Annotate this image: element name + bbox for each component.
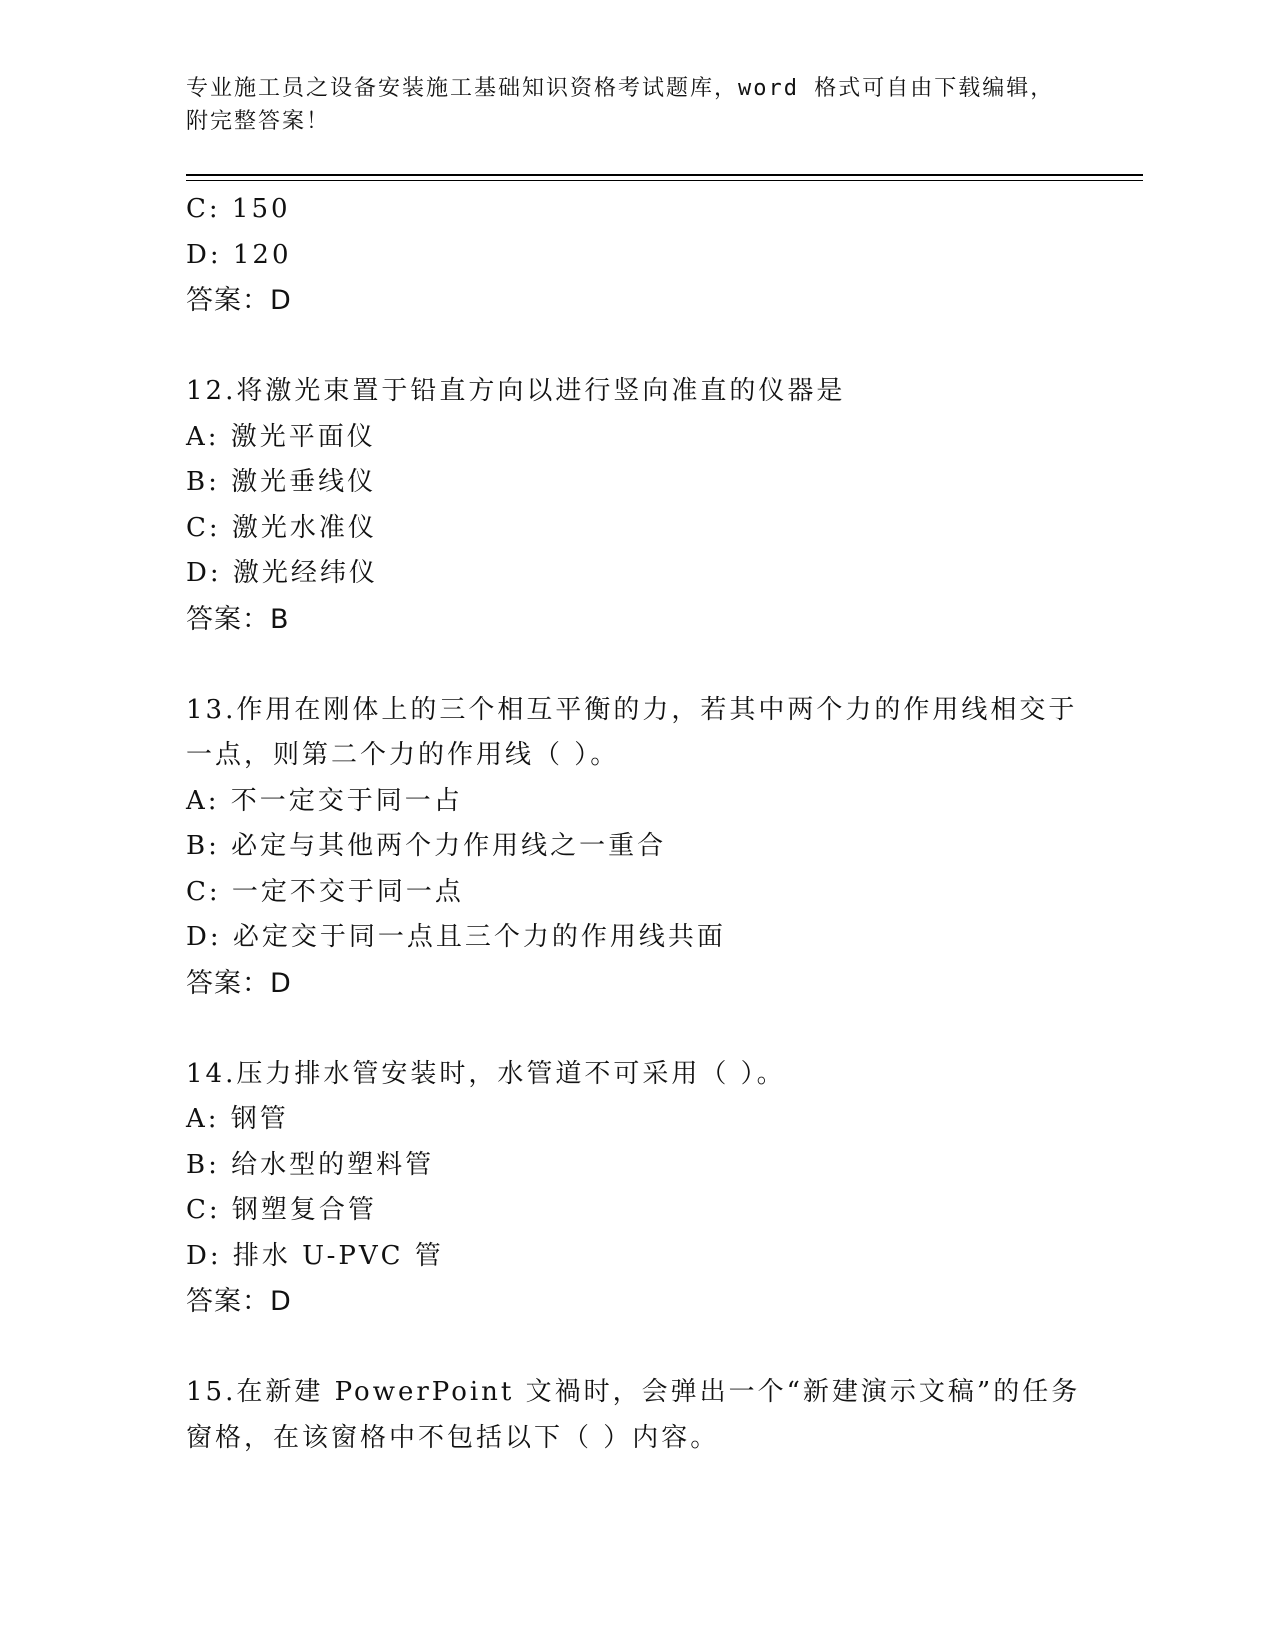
option-d: D: 120	[186, 239, 292, 270]
option-a: A: 激光平面仪	[186, 421, 376, 452]
option-c: C: 150	[186, 194, 291, 224]
header-divider-thick	[186, 174, 1143, 176]
option-b: B: 激光垂线仪	[186, 467, 377, 497]
spacer	[186, 642, 1086, 688]
question-block-14	[186, 1052, 1086, 1325]
spacer	[186, 324, 1086, 370]
question-block-12	[186, 369, 1086, 642]
answer-line: 答案：D	[186, 1286, 292, 1317]
question-block-13	[186, 688, 1086, 1007]
option-c: C: 激光水准仪	[186, 512, 377, 543]
option-d: D: 激光经纬仪	[186, 558, 378, 588]
option-a: A: 钢管	[186, 1104, 289, 1134]
spacer	[186, 1006, 1086, 1052]
answer-line: 答案：D	[186, 285, 292, 316]
spacer	[186, 1325, 1086, 1371]
question-stem: 14.压力排水管安装时，水管道不可采用（ ）。	[186, 1058, 786, 1089]
question-stem-line-1: 13.作用在刚体上的三个相互平衡的力，若其中两个力的作用线相交于	[186, 694, 1078, 725]
answer-line: 答案：D	[186, 967, 292, 999]
option-d: D: 排水 U-PVC 管	[186, 1240, 444, 1271]
option-c: C: 一定不交于同一点	[186, 876, 464, 907]
question-list	[186, 187, 1086, 1461]
question-stem-line-1: 15.在新建 PowerPoint 文禍时，会弹出一个“新建演示文稿”的任务	[186, 1377, 1081, 1407]
question-stem-line-2: 窗格，在该窗格中不包括以下（ ）内容。	[186, 1422, 720, 1453]
question-stem-line-2: 一点，则第二个力的作用线（ ）。	[186, 740, 620, 770]
option-a: A: 不一定交于同一占	[186, 785, 463, 816]
question-block-15	[186, 1370, 1086, 1461]
question-block-prev	[186, 187, 1086, 324]
question-stem: 12.将激光束置于铅直方向以进行竖向准直的仪器是	[186, 376, 846, 406]
option-b: B: 必定与其他两个力作用线之一重合	[186, 831, 667, 861]
document-header	[186, 72, 1066, 138]
option-b: B: 给水型的塑料管	[186, 1149, 435, 1180]
answer-line: 答案：B	[186, 603, 290, 635]
header-line-2: 附完整答案！	[186, 109, 331, 134]
option-d: D: 必定交于同一点且三个力的作用线共面	[186, 922, 726, 952]
header-divider-thin	[186, 180, 1143, 181]
header-line-1: 专业施工员之设备安装施工基础知识资格考试题库，word 格式可自由下载编辑，	[186, 76, 1055, 101]
option-c: C: 钢塑复合管	[186, 1195, 377, 1225]
